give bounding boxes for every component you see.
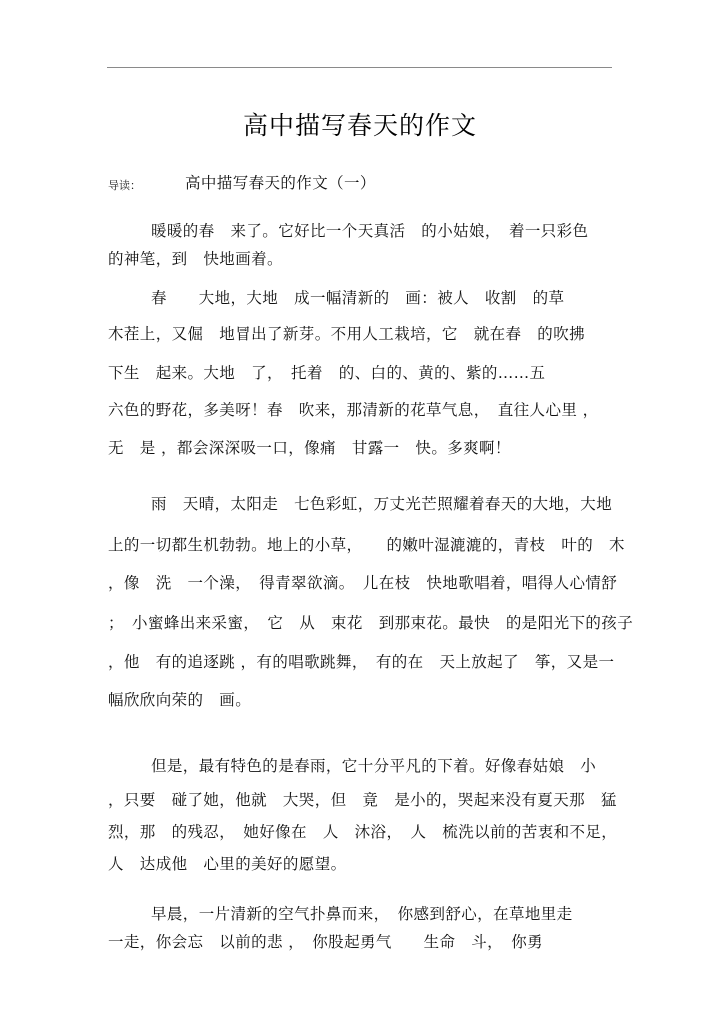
paragraph-line: 暖暖的春 来了。它好比一个天真活 的小姑娘， 着一只彩色 — [151, 222, 589, 240]
paragraph-line: 但是，最有特色的是春雨，它十分平凡的下着。好像春姑娘 小 — [151, 757, 597, 775]
header-rule — [107, 67, 612, 68]
paragraph-line: 六色的野花，多美呀！春 吹来，那清新的花草气息， 直往人心里 ， — [108, 401, 599, 419]
paragraph-line: 无 是 ，都会深深吸一口，像痛 甘露一 快。多爽啊！ — [108, 439, 511, 457]
paragraph-line: 下生 起来。大地 了， 托着 的、白的、黄的、紫的……五 — [108, 364, 546, 382]
paragraph-line: ，只要 碰了她，他就 大哭，但 竟 是小的，哭起来没有夏天那 猛 — [108, 791, 617, 809]
paragraph-line: 烈，那 的残忍， 她好像在 人 沐浴， 人 梳洗以前的苦衷和不足， — [108, 823, 618, 841]
paragraph-line: 早晨，一片清新的空气扑鼻而来， 你感到舒心，在草地里走 — [151, 905, 573, 923]
paragraph-line: 木茬上，又倔 地冒出了新芽。不用人工栽培，它 就在春 的吹拂 — [108, 325, 586, 343]
guide-label: 导读： — [108, 179, 141, 192]
paragraph-line: ，他 有的追逐跳 ，有的唱歌跳舞， 有的在 天上放起了 筝，又是一 — [108, 653, 615, 671]
paragraph-line: 雨 天晴，太阳走 七色彩虹，万丈光芒照耀着春天的大地，大地 — [151, 495, 613, 513]
page-title: 高中描写春天的作文 — [242, 111, 477, 140]
paragraph-line: 人 达成他 心里的美好的愿望。 — [108, 855, 347, 873]
subtitle: 高中描写春天的作文（一） — [185, 174, 376, 192]
paragraph-line: ，像 洗 一个澡， 得青翠欲滴。 儿在枝 快地歌唱着，唱得人心情舒 — [108, 574, 618, 592]
paragraph-line: 春 大地，大地 成一幅清新的 画：被人 收割 的草 — [151, 289, 565, 307]
paragraph-line: 幅欣欣向荣的 画。 — [108, 691, 252, 709]
paragraph-line: 一走，你会忘 以前的悲 ， 你股起勇气 生命 斗， 你勇 — [108, 933, 544, 951]
paragraph-line: ； 小蜜蜂出来采蜜， 它 从 束花 到那束花。最快 的是阳光下的孩子 — [108, 614, 634, 632]
paragraph-line: 的神笔，到 快地画着。 — [108, 250, 283, 268]
paragraph-line: 上的一切都生机勃勃。地上的小草， 的嫩叶湿漉漉的，青枝 叶的 木 — [108, 536, 625, 554]
